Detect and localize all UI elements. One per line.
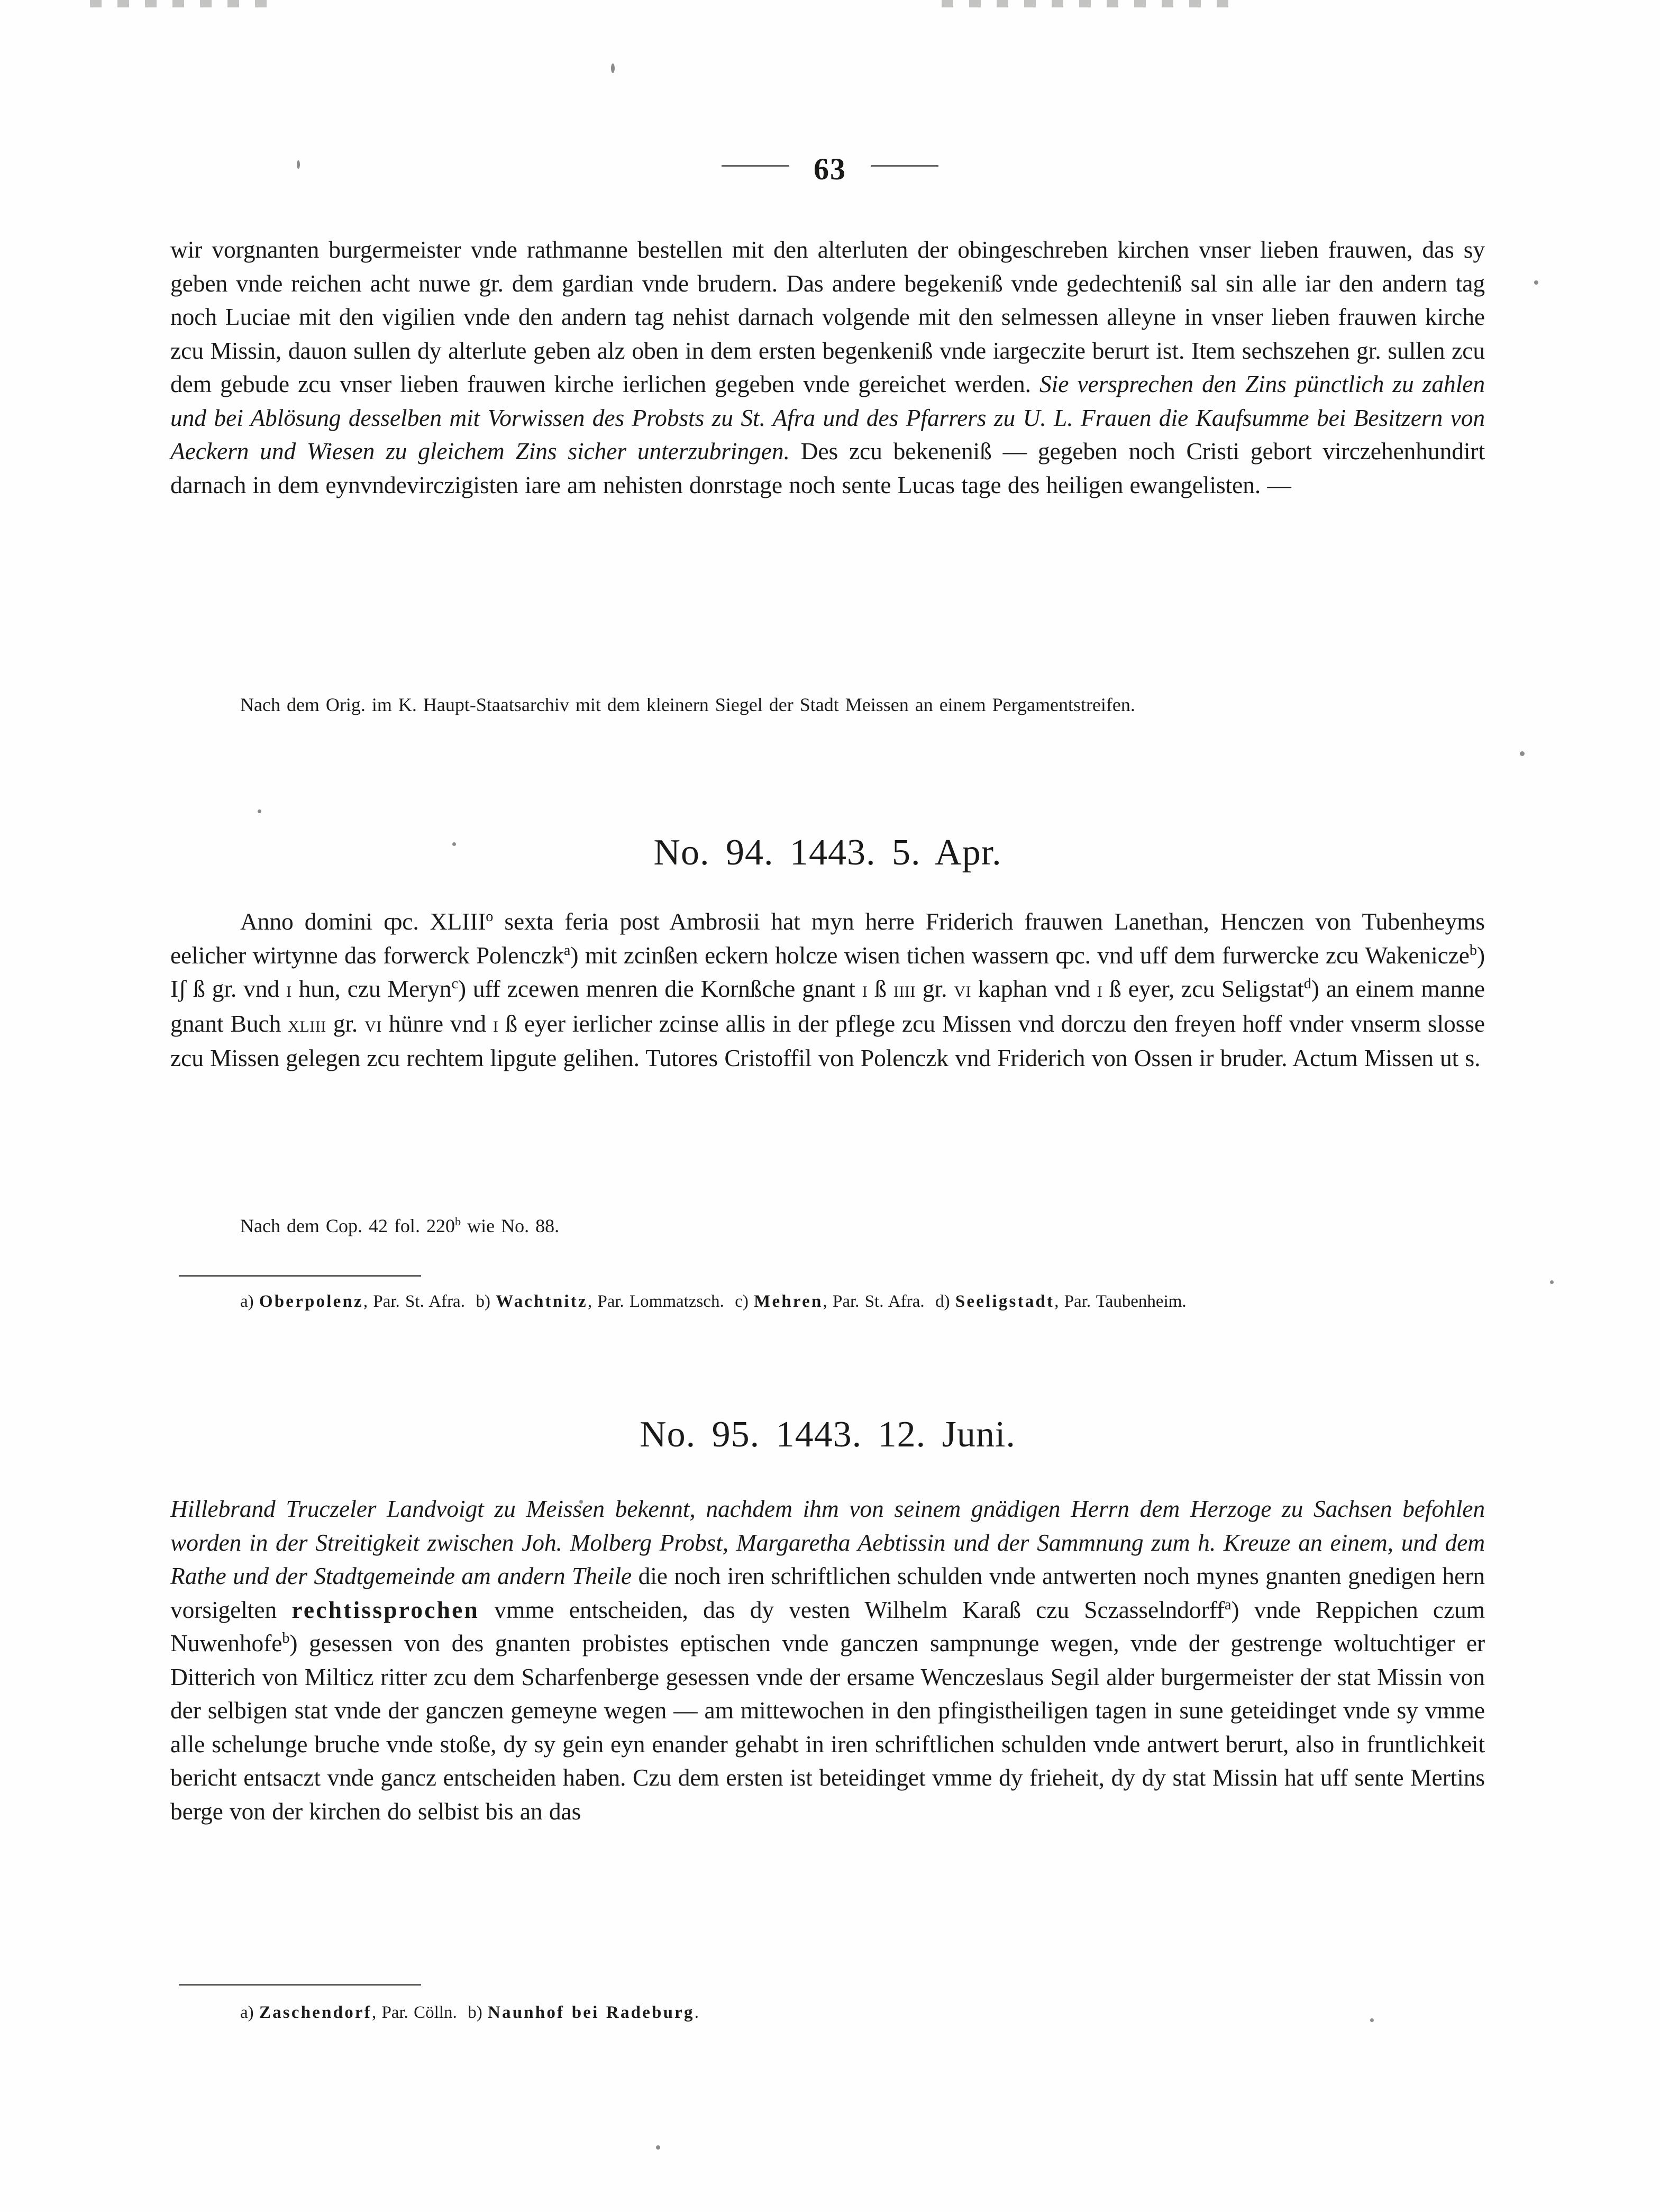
footnote-place-b: Naunhof bei Radeburg: [487, 2003, 695, 2022]
doc-95-text-4: ) gesessen von des gnanten probistes eptischen vnde ganczen sampnunge wegen, vnde der gestrenge woltuchtiger er Ditterich von Milticz ritter zcu dem Scharfenberge gesessen vnde der ersame Wenczeslaus Segil alder burgermeister der stat Missin von der selbigen stat vnde der ganczen gemeyne wegen — am mittewochen in den pfingistheiligen tagen in sune geteidinget vnde sy vmme alle schelunge bruche vnde stoße, dy sy gein eyn enander gehabt in iren schriftlichen schulden vnde antwert berurt, also in fruntlichkeit bericht entsaczt vnde gancz entscheiden haben. Czu dem ersten ist beteidinget vmme dy frieheit, dy dy stat Missin hat uff sente Mertins berge von der kirchen do selbist bis an das: [170, 1630, 1485, 1825]
roman-numeral-i: i: [492, 1012, 499, 1037]
doc-93-source-note-block: [170, 690, 1485, 719]
footnote-detail-b: , Par. Lommatzsch.: [587, 1292, 724, 1311]
doc-95-text-2: vmme entscheiden, das dy vesten Wilhelm Karaß czu Sczasselndorff: [479, 1596, 1225, 1623]
scan-edge-artifact: [90, 0, 275, 7]
running-head-rule-right: [871, 165, 938, 167]
footnote-ref-a[interactable]: a: [563, 942, 571, 959]
doc-94-text-5: hun, czu Meryn: [291, 975, 452, 1002]
doc-95-emphasized-term: rechtissprochen: [291, 1596, 480, 1623]
doc-94-text-13: hünre vnd: [381, 1009, 493, 1037]
roman-numeral-xliii: xliii: [288, 1012, 326, 1037]
footnote-separator-rule: [179, 1275, 421, 1277]
scan-speck: [656, 2145, 660, 2150]
running-head-rule-left: [722, 165, 789, 167]
footnote-marker-b: b): [476, 1292, 490, 1311]
doc-94-text-4: ) Iʃ ß gr. vnd: [170, 941, 1485, 1002]
roman-numeral-i: i: [1097, 977, 1103, 1002]
roman-numeral-vi: vi: [364, 1012, 382, 1037]
footnote-detail-b: .: [694, 2003, 699, 2022]
footnote-ref-b[interactable]: b: [282, 1630, 290, 1646]
doc-94-text-9: kaphan vnd: [971, 975, 1097, 1002]
doc-95-text-1: die noch iren schriftlichen schulden vnde antwerten noch mynes gnanten gnedigen hern vorsigelten: [170, 1562, 1485, 1623]
document-93-continuation: [170, 233, 1485, 502]
doc-95-paragraph: [170, 1492, 1485, 1828]
roman-numeral-i: i: [286, 977, 292, 1002]
doc-94-heading: No. 94. 1443. 5. Apr.: [653, 832, 1002, 873]
doc-95-heading-block: [170, 1414, 1485, 1456]
doc-94-text-3: ) mit zcinßen eckern holcze wisen tichen wassern ȹc. vnd uff dem furwercke zcu Wakenicze: [570, 941, 1470, 969]
footnote-detail-a: , Par. Cölln.: [371, 2003, 457, 2022]
doc-95-italic-regest: Hillebrand Truczeler Landvoigt zu Meissen bekennt, nachdem ihm von seinem gnädigen Herrn dem Herzoge zu Sachsen befohlen worden in der Streitigkeit zwischen Joh. Molberg Probst, Margaretha Aebtissin und der Sammnung zum h. Kreuze an einem, und dem Rathe und der Stadtgemeinde am andern Theile: [170, 1495, 1485, 1589]
doc-94-footnote-block: [170, 1275, 1485, 1315]
doc-93-paragraph: [170, 233, 1485, 502]
doc-94-source-text-2: wie No. 88.: [461, 1215, 560, 1236]
doc-94-source-note-block: [170, 1212, 1485, 1240]
scan-speck: [1550, 1280, 1554, 1284]
roman-numeral-iiii: iiii: [893, 977, 916, 1002]
doc-93-text-opening: wir vorgnanten burgermeister vnde rathmanne bestellen mit den alterluten der obingeschreben kirchen vnser lieben frauwen, das sy geben vnde reichen acht nuwe gr. dem gardian vnde brudern. Das andere begekeniß vnde gedechteniß sal sin alle iar den andern tag noch Luciae mit den vigilien vnde den andern tag nehist darnach volgende mit den selmessen alleyne in vnser lieben frauwen kirche zcu Missin, dauon sullen dy alterlute geben alz oben in dem ersten begenkeniß vnde iargeczite berurt ist. Item sechszehen gr. sullen zcu dem gebude zcu vnser lieben frauwen kirche ierlichen gegeben vnde gereichet werden.: [170, 236, 1485, 397]
footnote-detail-c: , Par. St. Afra.: [823, 1292, 925, 1311]
doc-95-footnote-block: [170, 1984, 1485, 2026]
doc-94-body-block: [170, 905, 1485, 1075]
scan-edge-artifact: [942, 0, 1238, 7]
doc-93-text-closing: Des zcu bekeneniß — gegeben noch Cristi gebort virczehenhundirt darnach in dem eynvndevirczigisten iare am nehisten donrstage noch sente Lucas tage des heiligen ewangelisten. —: [170, 438, 1485, 498]
doc-94-text-14: ß eyer ierlicher zcinse allis in der pflege zcu Missen vnd dorczu den freyen hoff vnder vnserm slosse zcu Missen gelegen zcu rechtem lipgute gelihen. Tutores Cristoffil von Polenczk vnd Friderich von Ossen ir bruder. Actum Missen ut s.: [170, 1009, 1485, 1071]
footnote-marker-b: b): [468, 2003, 482, 2022]
footnote-ref-c[interactable]: c: [451, 975, 458, 992]
scan-speck: [258, 809, 261, 813]
footnote-ref-d[interactable]: d: [1303, 975, 1311, 992]
scan-speck: [1520, 751, 1525, 756]
doc-94-source-note: [170, 1212, 1485, 1240]
footnote-ref-b[interactable]: b: [1469, 942, 1477, 959]
doc-94-text-10: ß eyer, zcu Seligstat: [1102, 975, 1304, 1002]
doc-94-text-12: gr.: [326, 1009, 365, 1037]
doc-94-text-6: ) uff zcewen menren die Kornßche gnant: [458, 975, 862, 1002]
doc-94-text-7: ß: [868, 975, 893, 1002]
ordinal-superscript-o: o: [486, 908, 494, 925]
running-head: [0, 148, 1660, 187]
roman-numeral-i: i: [862, 977, 868, 1002]
footnote-detail-d: , Par. Taubenheim.: [1054, 1292, 1187, 1311]
doc-94-text-11: ) an einem manne gnant Buch: [170, 975, 1485, 1037]
folio-verso-superscript: b: [454, 1215, 461, 1228]
page-number: 63: [814, 152, 846, 187]
doc-93-source-note: Nach dem Orig. im K. Haupt-Staatsarchiv mit dem kleinern Siegel der Stadt Meissen an einem Pergamentstreifen.: [240, 694, 1135, 715]
footnote-marker-a: a): [240, 1292, 254, 1311]
doc-95-body-block: [170, 1492, 1485, 1828]
footnote-marker-d: d): [935, 1292, 950, 1311]
footnote-marker-c: c): [735, 1292, 749, 1311]
doc-94-footnotes: [170, 1288, 1485, 1315]
doc-95-footnotes: [170, 1999, 1485, 2026]
footnote-marker-a: a): [240, 2003, 254, 2022]
doc-94-heading-block: [170, 832, 1485, 874]
footnote-place-c: Mehren: [754, 1292, 823, 1311]
scan-speck: [611, 63, 615, 73]
footnote-place-d: Seeligstadt: [955, 1292, 1055, 1311]
footnote-ref-a[interactable]: a: [1224, 1596, 1232, 1613]
doc-94-text-1: Anno domini ȹc. XLIII: [240, 908, 486, 935]
doc-95-heading: No. 95. 1443. 12. Juni.: [640, 1414, 1016, 1455]
doc-94-text-2: sexta feria post Ambrosii hat myn herre Friderich frauwen Lanethan, Henczen von Tubenheyms eelicher wirtynne das forwerck Polenczk: [170, 908, 1485, 969]
doc-94-source-text-1: Nach dem Cop. 42 fol. 220: [240, 1215, 455, 1236]
footnote-separator-rule: [179, 1984, 421, 1986]
footnote-detail-a: , Par. St. Afra.: [363, 1292, 465, 1311]
footnote-place-b: Wachtnitz: [496, 1292, 588, 1311]
roman-numeral-vi: vi: [954, 977, 971, 1002]
doc-93-italic-regest: Sie versprechen den Zins pünctlich zu zahlen und bei Ablösung desselben mit Vorwissen des Probsts zu St. Afra und des Pfarrers zu U. L. Frauen die Kaufsumme bei Besitzern von Aeckern und Wiesen zu gleichem Zins sicher unterzubringen.: [170, 370, 1485, 465]
doc-94-text-8: gr.: [915, 975, 954, 1002]
footnote-place-a: Zaschendorf: [259, 2003, 372, 2022]
footnote-place-a: Oberpolenz: [259, 1292, 363, 1311]
scan-speck: [1534, 280, 1538, 285]
doc-95-text-3: ) vnde Reppichen czum Nuwenhofe: [170, 1596, 1485, 1656]
doc-94-paragraph: [170, 905, 1485, 1075]
